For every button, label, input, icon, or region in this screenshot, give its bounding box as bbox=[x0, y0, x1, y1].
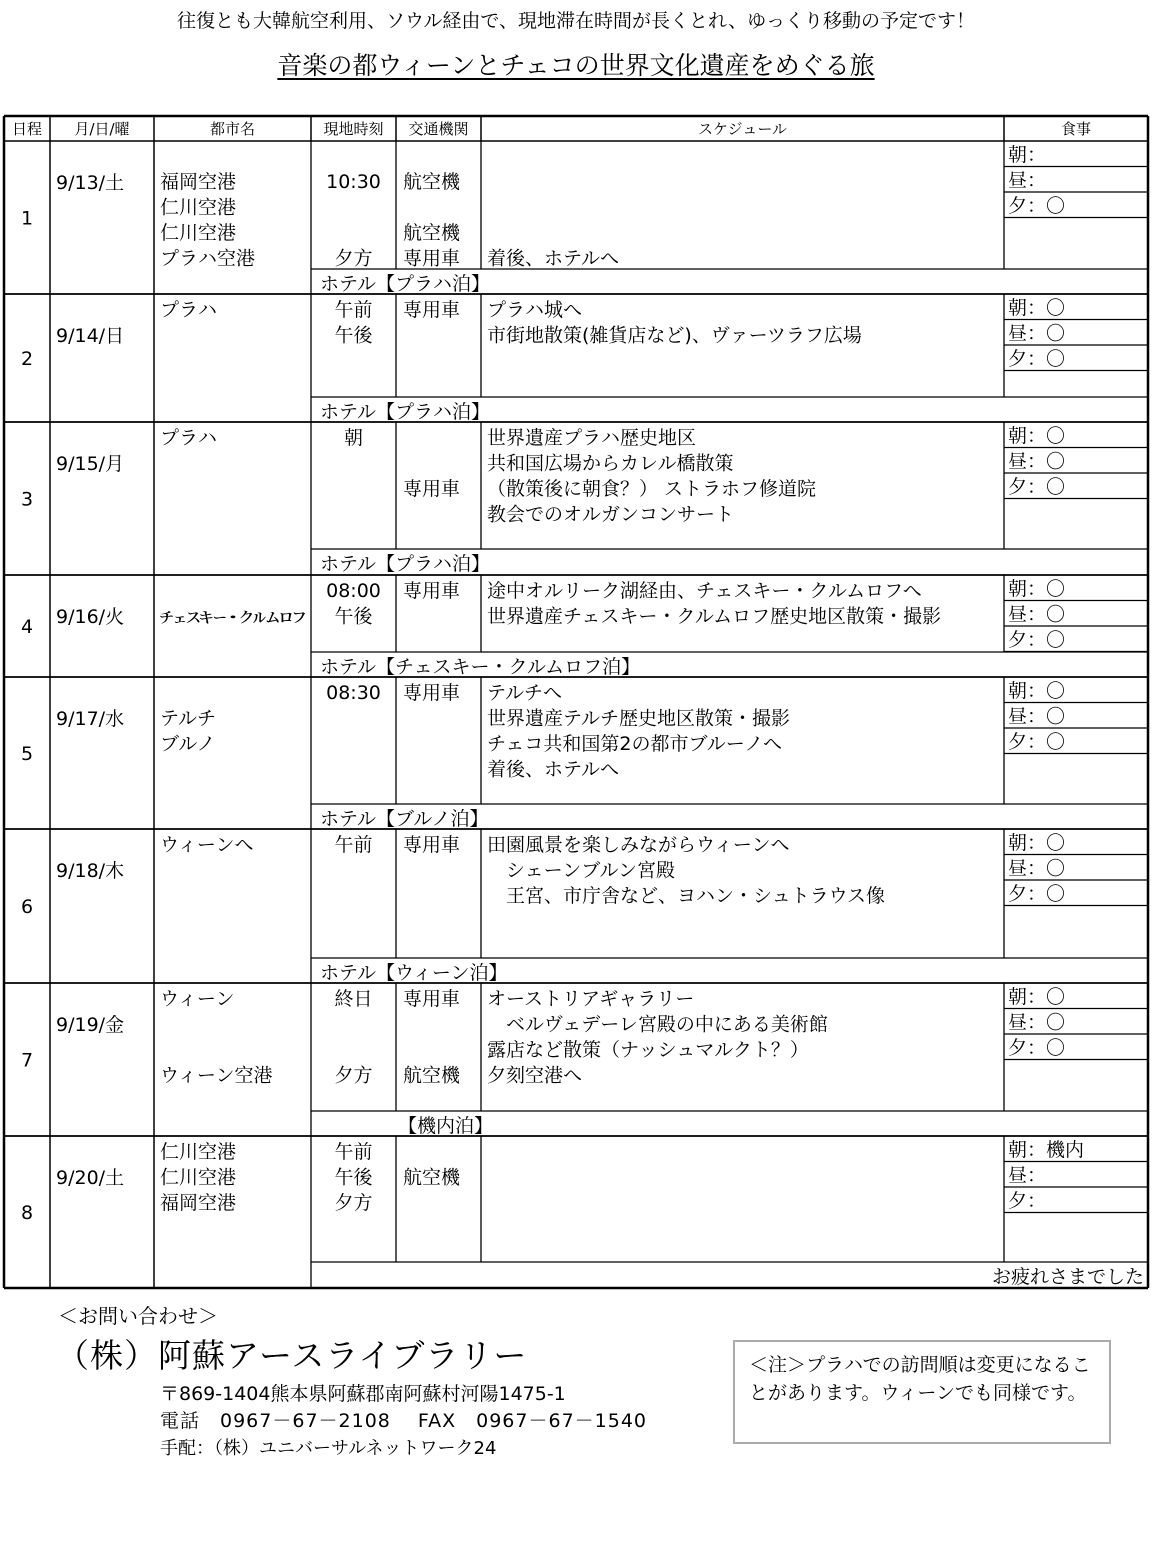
schedule-line: 途中オルリーク湖経由、チェスキー・クルムロフへ bbox=[487, 580, 922, 602]
city-name: 福岡空港 bbox=[160, 1192, 237, 1214]
note-box: ＜注＞プラハでの訪問順は変更になることがあります。ウィーンでも同様です。 bbox=[733, 1340, 1111, 1444]
meal-entry: 夕：〇 bbox=[1008, 195, 1066, 217]
local-time: 午前 bbox=[334, 1141, 373, 1163]
meal-entry: 朝：〇 bbox=[1008, 578, 1066, 600]
company-phone-fax: 電話 0967－67－2108 FAX 0967－67－1540 bbox=[160, 1410, 648, 1432]
local-time: 午後 bbox=[334, 605, 373, 628]
hotel-stay: ホテル【プラハ泊】 bbox=[320, 401, 491, 423]
schedule-line: プラハ城へ bbox=[487, 299, 583, 321]
day-date: 9/19/金 bbox=[56, 1014, 125, 1036]
city-name: プラハ bbox=[160, 299, 218, 321]
city-name: 福岡空港 bbox=[160, 171, 237, 193]
meal-entry: 朝：〇 bbox=[1008, 425, 1066, 447]
local-time: 午後 bbox=[334, 324, 373, 347]
header-day: 日程 bbox=[11, 120, 43, 138]
city-name: 仁川空港 bbox=[160, 1141, 237, 1163]
local-time: 朝 bbox=[343, 427, 364, 449]
header-city: 都市名 bbox=[209, 120, 256, 138]
day-number: 4 bbox=[20, 616, 34, 638]
schedule-line: チェコ共和国第2の都市ブルーノへ bbox=[487, 733, 782, 755]
meal-entry: 夕：〇 bbox=[1008, 1037, 1066, 1059]
schedule-line: シェーンブルン宮殿 bbox=[487, 859, 676, 882]
city-name: ブルノ bbox=[160, 733, 216, 755]
schedule-line: オーストリアギャラリー bbox=[487, 988, 695, 1010]
meal-entry: 夕：〇 bbox=[1008, 629, 1066, 651]
meal-entry: 夕：〇 bbox=[1008, 731, 1066, 753]
transport: 専用車 bbox=[403, 299, 461, 321]
schedule-line: 教会でのオルガンコンサート bbox=[487, 503, 735, 526]
hotel-stay: ホテル【チェスキー・クルムロフ泊】 bbox=[320, 656, 641, 678]
meal-entry: 夕：〇 bbox=[1008, 348, 1066, 370]
schedule-line: 着後、ホテルへ bbox=[487, 758, 620, 781]
transport: 航空機 bbox=[403, 222, 461, 244]
header-schedule: スケジュール bbox=[697, 120, 788, 138]
day-date: 9/17/水 bbox=[56, 708, 125, 730]
schedule-line: （散策後に朝食？） ストラホフ修道院 bbox=[487, 478, 817, 500]
day-date: 9/16/火 bbox=[56, 606, 125, 628]
meal-entry: 朝：〇 bbox=[1008, 680, 1066, 702]
closing-message: お疲れさまでした bbox=[991, 1266, 1144, 1288]
arranged-by: 手配：（株）ユニバーサルネットワーク24 bbox=[160, 1438, 497, 1459]
schedule-line: 夕刻空港へ bbox=[487, 1064, 583, 1087]
local-time: 08:30 bbox=[326, 682, 381, 704]
schedule-line: テルチへ bbox=[487, 682, 563, 704]
transport: 航空機 bbox=[403, 1166, 461, 1189]
day-number: 3 bbox=[20, 488, 34, 511]
meal-entry: 昼： bbox=[1008, 169, 1047, 192]
header-time: 現地時刻 bbox=[323, 120, 384, 138]
schedule-line: 露店など散策（ナッシュマルクト？） bbox=[487, 1039, 809, 1061]
city-name: ﾁｪｽｷｰ･ｸﾙﾑﾛﾌ bbox=[160, 608, 306, 627]
schedule-line: 市街地散策(雑貨店など)、ヴァーツラフ広場 bbox=[487, 324, 862, 347]
city-name: テルチ bbox=[160, 707, 217, 730]
local-time: 夕方 bbox=[334, 1064, 373, 1087]
local-time: 午前 bbox=[334, 834, 373, 856]
inquiry-label: ＜お問い合わせ＞ bbox=[58, 1304, 218, 1328]
meal-entry: 夕： bbox=[1008, 1190, 1047, 1212]
day-date: 9/14/日 bbox=[56, 325, 125, 347]
day-date: 9/20/土 bbox=[56, 1167, 125, 1189]
meal-entry: 昼：〇 bbox=[1008, 857, 1066, 880]
header-meals: 食事 bbox=[1060, 120, 1092, 138]
schedule-line: 世界遺産チェスキー・クルムロフ歴史地区散策・撮影 bbox=[487, 605, 942, 628]
hotel-stay: ホテル【プラハ泊】 bbox=[320, 273, 491, 295]
company-address: 〒869-1404熊本県阿蘇郡南阿蘇村河陽1475-1 bbox=[160, 1383, 566, 1405]
meal-entry: 夕：〇 bbox=[1008, 476, 1066, 498]
hotel-stay: 【機内泊】 bbox=[398, 1115, 494, 1137]
transport: 航空機 bbox=[403, 1064, 461, 1087]
schedule-line: 王宮、市庁舎など、ヨハン・シュトラウス像 bbox=[487, 885, 886, 907]
meal-entry: 朝：〇 bbox=[1008, 832, 1066, 854]
transport: 専用車 bbox=[403, 478, 461, 500]
meal-entry: 昼： bbox=[1008, 1164, 1047, 1187]
header-note: 往復とも大韓航空利用、ソウル経由で、現地滞在時間が長くとれ、ゆっくり移動の予定です！ bbox=[176, 10, 975, 32]
city-name: プラハ空港 bbox=[160, 247, 256, 270]
day-date: 9/13/土 bbox=[56, 172, 125, 194]
day-number: 7 bbox=[20, 1049, 34, 1072]
hotel-stay: ホテル【ブルノ泊】 bbox=[320, 808, 489, 830]
hotel-stay: ホテル【プラハ泊】 bbox=[320, 553, 491, 575]
page-title-text: 音楽の都ウィーンとチェコの世界文化遺産をめぐる旅 bbox=[277, 51, 875, 80]
schedule-line: ベルヴェデーレ宮殿の中にある美術館 bbox=[487, 1013, 828, 1036]
day-number: 2 bbox=[20, 348, 34, 370]
day-number: 5 bbox=[20, 743, 34, 765]
city-name: 仁川空港 bbox=[160, 222, 237, 244]
hotel-stay: ホテル【ウィーン泊】 bbox=[320, 962, 508, 984]
meal-entry: 昼：〇 bbox=[1008, 705, 1066, 728]
day-number: 8 bbox=[20, 1202, 34, 1224]
transport: 専用車 bbox=[403, 580, 461, 602]
local-time: 08:00 bbox=[326, 580, 381, 602]
transport: 専用車 bbox=[403, 834, 461, 856]
header-transport: 交通機関 bbox=[408, 120, 469, 138]
day-date: 9/15/月 bbox=[56, 453, 125, 475]
city-name: ウィーン空港 bbox=[160, 1064, 273, 1087]
transport: 専用車 bbox=[403, 247, 461, 270]
day-date: 9/18/木 bbox=[56, 860, 125, 882]
local-time: 10:30 bbox=[326, 171, 381, 193]
meal-entry: 夕：〇 bbox=[1008, 883, 1066, 905]
company-name: （株）阿蘇アースライブラリー bbox=[56, 1336, 528, 1375]
meal-entry: 朝： bbox=[1008, 144, 1047, 166]
meal-entry: 昼：〇 bbox=[1008, 1011, 1066, 1034]
transport: 専用車 bbox=[403, 682, 461, 704]
meal-entry: 昼：〇 bbox=[1008, 450, 1066, 473]
transport: 専用車 bbox=[403, 988, 461, 1010]
header-date: 月/日/曜 bbox=[74, 120, 130, 138]
local-time: 夕方 bbox=[334, 247, 373, 270]
local-time: 終日 bbox=[334, 988, 373, 1010]
city-name: 仁川空港 bbox=[160, 1166, 237, 1189]
day-number: 1 bbox=[20, 207, 34, 230]
local-time: 夕方 bbox=[334, 1192, 373, 1214]
city-name: ウィーンへ bbox=[160, 834, 254, 856]
meal-entry: 昼：〇 bbox=[1008, 322, 1066, 345]
meal-entry: 昼：〇 bbox=[1008, 603, 1066, 626]
day-number: 6 bbox=[20, 896, 34, 918]
schedule-line: 世界遺産プラハ歴史地区 bbox=[487, 427, 697, 449]
local-time: 午後 bbox=[334, 1166, 373, 1189]
schedule-line: 田園風景を楽しみながらウィーンへ bbox=[487, 834, 790, 856]
meal-entry: 朝：機内 bbox=[1008, 1139, 1085, 1161]
schedule-line: 世界遺産テルチ歴史地区散策・撮影 bbox=[487, 707, 791, 730]
city-name: プラハ bbox=[160, 427, 218, 449]
schedule-line: 共和国広場からカレル橋散策 bbox=[487, 452, 734, 475]
city-name: ウィーン bbox=[160, 988, 235, 1010]
meal-entry: 朝：〇 bbox=[1008, 297, 1066, 319]
meal-entry: 朝：〇 bbox=[1008, 986, 1066, 1008]
local-time: 午前 bbox=[334, 299, 373, 321]
city-name: 仁川空港 bbox=[160, 196, 237, 219]
transport: 航空機 bbox=[403, 171, 461, 193]
schedule-line: 着後、ホテルへ bbox=[487, 247, 620, 270]
